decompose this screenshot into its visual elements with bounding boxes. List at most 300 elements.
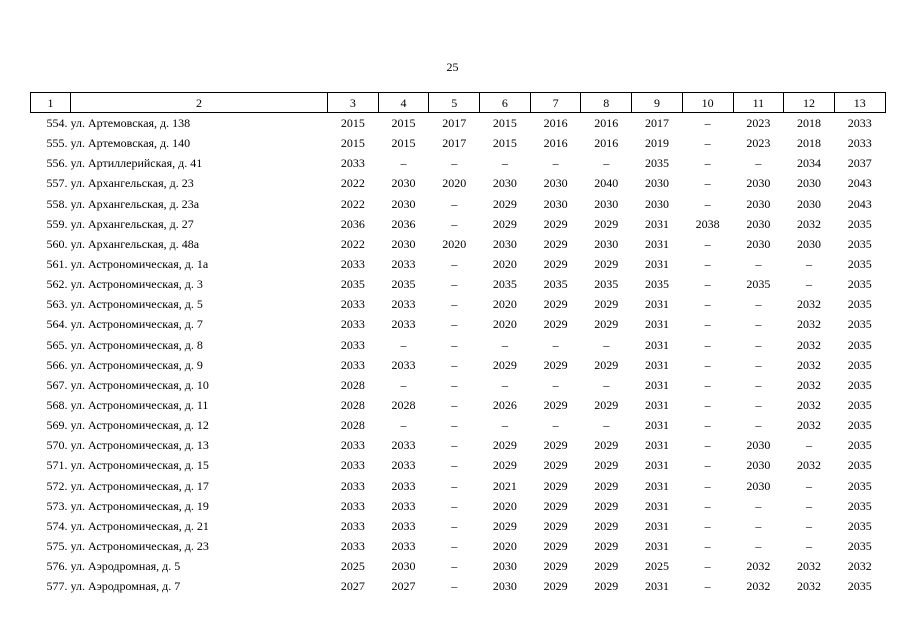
row-number: 564. [46, 317, 68, 332]
year-cell: 2035 [847, 478, 872, 493]
year-cell: – [755, 518, 762, 533]
year-cell: 2029 [492, 438, 517, 453]
year-cell: – [451, 478, 458, 493]
year-cell: 2029 [594, 216, 619, 231]
year-cell: 2022 [340, 176, 365, 191]
year-cell: – [451, 418, 458, 433]
year-cell: 2031 [644, 257, 669, 272]
year-cell: 2030 [543, 176, 568, 191]
year-cell: 2030 [391, 176, 416, 191]
year-cell: – [451, 579, 458, 594]
year-cell: – [704, 438, 711, 453]
year-cell: 2029 [594, 398, 619, 413]
year-cell: 2033 [340, 478, 365, 493]
year-cell: 2032 [797, 418, 822, 433]
year-cell: 2040 [594, 176, 619, 191]
year-cell: – [501, 337, 508, 352]
year-cell: – [755, 398, 762, 413]
year-cell: 2016 [543, 116, 568, 131]
year-cell: – [552, 418, 559, 433]
year-cell: 2033 [391, 317, 416, 332]
column-header-1: 1 [31, 93, 71, 113]
year-cell: 2029 [543, 559, 568, 574]
address-cell: ул. Астрономическая, д. 13 [70, 438, 209, 453]
address-cell: ул. Архангельская, д. 48а [70, 236, 200, 251]
year-cell: 2033 [340, 357, 365, 372]
year-cell: – [704, 257, 711, 272]
year-cell: 2035 [847, 377, 872, 392]
year-cell: – [704, 418, 711, 433]
address-cell: ул. Астрономическая, д. 19 [70, 498, 209, 513]
year-cell: – [704, 478, 711, 493]
year-cell: 2033 [340, 539, 365, 554]
year-cell: 2032 [797, 297, 822, 312]
year-cell: 2028 [340, 418, 365, 433]
year-cell: 2029 [492, 216, 517, 231]
address-cell: ул. Аэродромная, д. 5 [70, 559, 181, 574]
year-cell: 2035 [594, 277, 619, 292]
year-cell: 2029 [543, 579, 568, 594]
year-cell: 2033 [340, 518, 365, 533]
table-row [31, 516, 886, 536]
address-cell: ул. Астрономическая, д. 9 [70, 357, 203, 372]
year-cell: – [451, 518, 458, 533]
year-cell: 2032 [847, 559, 872, 574]
year-cell: – [806, 438, 813, 453]
year-cell: – [704, 116, 711, 131]
year-cell: – [451, 377, 458, 392]
year-cell: 2029 [594, 257, 619, 272]
year-cell: – [400, 156, 407, 171]
row-number: 569. [46, 418, 68, 433]
year-cell: 2035 [847, 337, 872, 352]
year-cell: 2034 [797, 156, 822, 171]
year-cell: 2030 [492, 559, 517, 574]
year-cell: 2036 [391, 216, 416, 231]
year-cell: 2033 [340, 317, 365, 332]
row-number: 573. [46, 498, 68, 513]
year-cell: 2030 [492, 236, 517, 251]
year-cell: – [704, 458, 711, 473]
year-cell: 2029 [594, 579, 619, 594]
year-cell: 2035 [847, 539, 872, 554]
year-cell: 2029 [594, 438, 619, 453]
year-cell: – [552, 156, 559, 171]
year-cell: 2029 [543, 498, 568, 513]
row-number: 566. [46, 357, 68, 372]
year-cell: 2032 [797, 216, 822, 231]
address-cell: ул. Астрономическая, д. 11 [70, 398, 209, 413]
row-number: 557. [46, 176, 68, 191]
year-cell: 2032 [797, 559, 822, 574]
table-row [31, 536, 886, 556]
year-cell: 2031 [644, 317, 669, 332]
row-number: 574. [46, 518, 68, 533]
year-cell: – [704, 317, 711, 332]
year-cell: 2035 [847, 518, 872, 533]
row-number: 560. [46, 236, 68, 251]
year-cell: 2033 [391, 518, 416, 533]
year-cell: 2033 [391, 257, 416, 272]
row-number: 575. [46, 539, 68, 554]
year-cell: 2029 [543, 257, 568, 272]
year-cell: 2033 [340, 257, 365, 272]
year-cell: 2035 [847, 418, 872, 433]
year-cell: 2035 [847, 458, 872, 473]
year-cell: 2029 [594, 458, 619, 473]
year-cell: – [704, 196, 711, 211]
year-cell: – [704, 377, 711, 392]
year-cell: 2030 [746, 196, 771, 211]
year-cell: 2035 [746, 277, 771, 292]
year-cell: 2030 [644, 176, 669, 191]
year-cell: 2029 [492, 196, 517, 211]
year-cell: 2038 [695, 216, 720, 231]
year-cell: 2022 [340, 236, 365, 251]
year-cell: – [755, 156, 762, 171]
year-cell: 2023 [746, 136, 771, 151]
table-row [31, 476, 886, 496]
year-cell: – [603, 418, 610, 433]
year-cell: – [400, 337, 407, 352]
column-header-12: 12 [784, 93, 835, 113]
year-cell: 2029 [543, 458, 568, 473]
year-cell: – [451, 498, 458, 513]
year-cell: 2031 [644, 498, 669, 513]
address-cell: ул. Аэродромная, д. 7 [70, 579, 181, 594]
year-cell: 2035 [340, 277, 365, 292]
year-cell: 2033 [391, 357, 416, 372]
year-cell: 2023 [746, 116, 771, 131]
address-cell: ул. Астрономическая, д. 7 [70, 317, 203, 332]
year-cell: 2017 [442, 116, 467, 131]
row-number: 577. [46, 579, 68, 594]
year-cell: – [755, 317, 762, 332]
year-cell: 2035 [847, 357, 872, 372]
year-cell: 2029 [543, 297, 568, 312]
column-header-6: 6 [480, 93, 531, 113]
year-cell: 2030 [746, 216, 771, 231]
year-cell: 2017 [442, 136, 467, 151]
table-row [31, 113, 886, 134]
year-cell: – [501, 418, 508, 433]
year-cell: 2035 [644, 156, 669, 171]
row-number: 562. [46, 277, 68, 292]
year-cell: 2026 [492, 398, 517, 413]
address-cell: ул. Артиллерийская, д. 41 [70, 156, 203, 171]
address-cell: ул. Астрономическая, д. 21 [70, 518, 209, 533]
year-cell: – [704, 277, 711, 292]
table-row [31, 556, 886, 576]
year-cell: 2030 [594, 236, 619, 251]
address-cell: ул. Астрономическая, д. 17 [70, 478, 209, 493]
year-cell: 2029 [543, 518, 568, 533]
year-cell: 2035 [847, 398, 872, 413]
year-cell: 2029 [594, 357, 619, 372]
year-cell: 2015 [340, 136, 365, 151]
year-cell: – [501, 377, 508, 392]
year-cell: – [704, 498, 711, 513]
column-header-13: 13 [834, 93, 885, 113]
year-cell: 2029 [594, 559, 619, 574]
column-header-8: 8 [581, 93, 632, 113]
table-row [31, 133, 886, 153]
year-cell: 2033 [340, 337, 365, 352]
year-cell: – [806, 257, 813, 272]
header-row [31, 93, 886, 113]
year-cell: 2018 [797, 116, 822, 131]
year-cell: – [806, 498, 813, 513]
year-cell: 2029 [543, 216, 568, 231]
repair-schedule-table [30, 92, 886, 596]
address-cell: ул. Астрономическая, д. 1а [70, 257, 209, 272]
year-cell: – [755, 418, 762, 433]
year-cell: 2029 [594, 317, 619, 332]
table-row [31, 335, 886, 355]
year-cell: 2030 [391, 236, 416, 251]
table-row [31, 435, 886, 455]
year-cell: 2020 [492, 317, 517, 332]
year-cell: 2031 [644, 539, 669, 554]
table-header [31, 93, 886, 113]
year-cell: – [451, 398, 458, 413]
year-cell: 2033 [391, 458, 416, 473]
table-row [31, 576, 886, 596]
year-cell: 2020 [442, 176, 467, 191]
year-cell: – [704, 337, 711, 352]
year-cell: 2029 [543, 317, 568, 332]
row-number: 559. [46, 216, 68, 231]
year-cell: 2035 [847, 579, 872, 594]
table-body [31, 113, 886, 597]
table-row [31, 455, 886, 475]
year-cell: – [501, 156, 508, 171]
year-cell: 2032 [797, 337, 822, 352]
year-cell: 2031 [644, 398, 669, 413]
row-number: 563. [46, 297, 68, 312]
year-cell: 2033 [391, 498, 416, 513]
year-cell: 2033 [391, 539, 416, 554]
year-cell: 2025 [644, 559, 669, 574]
address-cell: ул. Астрономическая, д. 10 [70, 377, 209, 392]
address-cell: ул. Артемовская, д. 140 [70, 136, 191, 151]
column-header-9: 9 [632, 93, 683, 113]
year-cell: 2033 [847, 136, 872, 151]
address-cell: ул. Архангельская, д. 23 [70, 176, 194, 191]
year-cell: 2029 [492, 518, 517, 533]
year-cell: 2029 [543, 478, 568, 493]
row-number: 570. [46, 438, 68, 453]
year-cell: 2029 [594, 518, 619, 533]
year-cell: 2015 [492, 136, 517, 151]
year-cell: – [755, 498, 762, 513]
year-cell: – [704, 357, 711, 372]
year-cell: 2028 [391, 398, 416, 413]
year-cell: 2020 [492, 297, 517, 312]
year-cell: – [704, 176, 711, 191]
year-cell: 2018 [797, 136, 822, 151]
year-cell: 2030 [746, 176, 771, 191]
year-cell: 2033 [340, 438, 365, 453]
year-cell: 2030 [391, 559, 416, 574]
address-cell: ул. Астрономическая, д. 3 [70, 277, 203, 292]
year-cell: 2022 [340, 196, 365, 211]
year-cell: 2020 [492, 539, 517, 554]
year-cell: 2030 [746, 236, 771, 251]
row-number: 565. [46, 337, 68, 352]
year-cell: – [451, 357, 458, 372]
year-cell: 2035 [644, 277, 669, 292]
year-cell: 2032 [797, 357, 822, 372]
year-cell: 2021 [492, 478, 517, 493]
year-cell: 2016 [543, 136, 568, 151]
row-number: 567. [46, 377, 68, 392]
year-cell: 2032 [797, 317, 822, 332]
address-cell: ул. Архангельская, д. 23а [70, 196, 200, 211]
year-cell: 2030 [797, 176, 822, 191]
year-cell: 2015 [340, 116, 365, 131]
row-number: 556. [46, 156, 68, 171]
year-cell: – [755, 357, 762, 372]
year-cell: 2031 [644, 297, 669, 312]
year-cell: – [451, 216, 458, 231]
row-number: 558. [46, 196, 68, 211]
year-cell: 2031 [644, 438, 669, 453]
year-cell: – [704, 297, 711, 312]
year-cell: – [806, 478, 813, 493]
year-cell: – [704, 539, 711, 554]
year-cell: – [755, 377, 762, 392]
year-cell: 2029 [543, 357, 568, 372]
year-cell: – [806, 277, 813, 292]
address-cell: ул. Астрономическая, д. 5 [70, 297, 203, 312]
year-cell: – [704, 236, 711, 251]
year-cell: 2031 [644, 377, 669, 392]
year-cell: 2030 [543, 196, 568, 211]
column-header-7: 7 [530, 93, 581, 113]
year-cell: – [552, 337, 559, 352]
address-cell: ул. Архангельская, д. 27 [70, 216, 194, 231]
year-cell: 2027 [340, 579, 365, 594]
year-cell: 2032 [797, 579, 822, 594]
table-row [31, 254, 886, 274]
table-row [31, 194, 886, 214]
year-cell: – [451, 559, 458, 574]
year-cell: 2043 [847, 196, 872, 211]
address-cell: ул. Артемовская, д. 138 [70, 116, 191, 131]
row-number: 554. [46, 116, 68, 131]
table-row [31, 153, 886, 173]
year-cell: – [603, 337, 610, 352]
year-cell: – [400, 418, 407, 433]
year-cell: – [704, 579, 711, 594]
year-cell: 2029 [594, 539, 619, 554]
year-cell: – [755, 297, 762, 312]
year-cell: – [704, 156, 711, 171]
year-cell: 2035 [847, 498, 872, 513]
year-cell: – [451, 438, 458, 453]
column-header-3: 3 [328, 93, 379, 113]
year-cell: 2030 [492, 176, 517, 191]
row-number: 571. [46, 458, 68, 473]
year-cell: 2020 [442, 236, 467, 251]
year-cell: 2030 [594, 196, 619, 211]
page-number: 25 [446, 60, 459, 74]
year-cell: 2030 [746, 458, 771, 473]
year-cell: 2029 [492, 357, 517, 372]
year-cell: – [451, 458, 458, 473]
year-cell: 2035 [847, 277, 872, 292]
column-header-10: 10 [682, 93, 733, 113]
year-cell: – [806, 518, 813, 533]
year-cell: 2035 [847, 297, 872, 312]
year-cell: 2027 [391, 579, 416, 594]
year-cell: 2015 [391, 136, 416, 151]
table-row [31, 375, 886, 395]
year-cell: 2032 [746, 559, 771, 574]
year-cell: 2030 [492, 579, 517, 594]
year-cell: – [451, 257, 458, 272]
year-cell: 2033 [391, 478, 416, 493]
year-cell: – [451, 539, 458, 554]
year-cell: 2029 [492, 458, 517, 473]
year-cell: 2032 [746, 579, 771, 594]
year-cell: 2031 [644, 357, 669, 372]
table-row [31, 415, 886, 435]
year-cell: 2015 [391, 116, 416, 131]
year-cell: 2025 [340, 559, 365, 574]
year-cell: 2020 [492, 498, 517, 513]
year-cell: 2031 [644, 579, 669, 594]
year-cell: 2037 [847, 156, 872, 171]
year-cell: 2032 [797, 398, 822, 413]
year-cell: 2031 [644, 478, 669, 493]
address-cell: ул. Астрономическая, д. 12 [70, 418, 209, 433]
year-cell: 2031 [644, 418, 669, 433]
year-cell: 2015 [492, 116, 517, 131]
year-cell: – [806, 539, 813, 554]
year-cell: 2030 [391, 196, 416, 211]
year-cell: 2043 [847, 176, 872, 191]
year-cell: – [552, 377, 559, 392]
column-header-4: 4 [378, 93, 429, 113]
row-number: 572. [46, 478, 68, 493]
table-row [31, 395, 886, 415]
column-header-2: 2 [71, 93, 328, 113]
year-cell: 2031 [644, 458, 669, 473]
row-number: 576. [46, 559, 68, 574]
year-cell: 2035 [847, 216, 872, 231]
row-number: 568. [46, 398, 68, 413]
year-cell: 2033 [391, 297, 416, 312]
year-cell: 2028 [340, 398, 365, 413]
year-cell: 2035 [847, 317, 872, 332]
year-cell: 2033 [340, 297, 365, 312]
year-cell: – [755, 257, 762, 272]
year-cell: 2033 [340, 156, 365, 171]
year-cell: – [400, 377, 407, 392]
year-cell: – [755, 337, 762, 352]
year-cell: 2030 [746, 438, 771, 453]
year-cell: – [603, 377, 610, 392]
year-cell: 2030 [797, 236, 822, 251]
year-cell: 2032 [797, 458, 822, 473]
column-header-11: 11 [733, 93, 784, 113]
year-cell: – [603, 156, 610, 171]
year-cell: – [451, 196, 458, 211]
column-header-5: 5 [429, 93, 480, 113]
year-cell: 2035 [847, 236, 872, 251]
